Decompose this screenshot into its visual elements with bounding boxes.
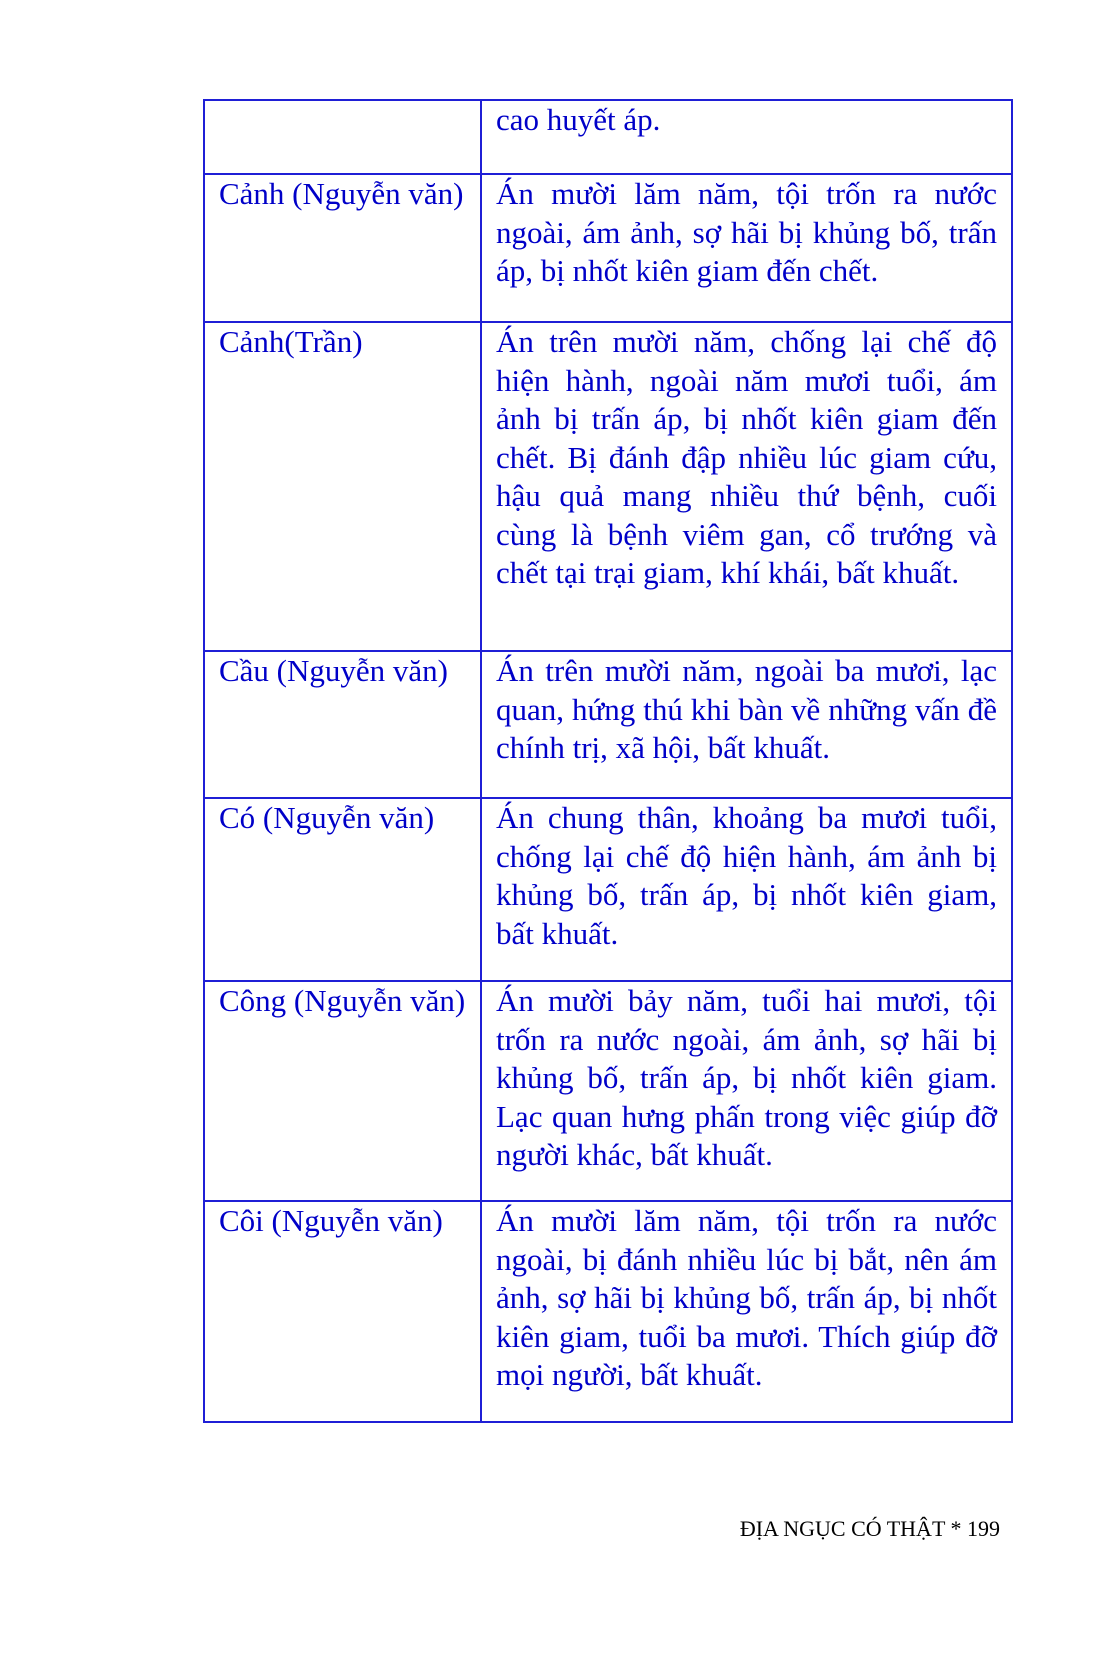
table-row: [204, 651, 1012, 798]
prisoner-name: Có (Nguyễn văn): [204, 798, 481, 981]
table-row: [204, 322, 1012, 651]
prisoner-name: Côi (Nguyễn văn): [204, 1201, 481, 1422]
prisoner-name: Cầu (Nguyễn văn): [204, 651, 481, 798]
prisoner-description: Án trên mười năm, chống lại chế độ hiện hành, ngoài năm mươi tuổi, ám ảnh bị trấn áp, bị nhốt kiên giam đến chết. Bị đánh đập nhiều lúc giam cứu, hậu quả mang nhiều thứ bệnh, cuối cùng là bệnh viêm gan, cổ trướng và chết tại trại giam, khí khái, bất khuất.: [481, 322, 1012, 651]
table-row: [204, 981, 1012, 1201]
table-row: [204, 100, 1012, 174]
prisoner-name: Công (Nguyễn văn): [204, 981, 481, 1201]
prisoner-description: Án chung thân, khoảng ba mươi tuổi, chống lại chế độ hiện hành, ám ảnh bị khủng bố, trấn áp, bị nhốt kiên giam, bất khuất.: [481, 798, 1012, 981]
prisoner-description: Án mười lăm năm, tội trốn ra nước ngoài, ám ảnh, sợ hãi bị khủng bố, trấn áp, bị nhốt kiên giam đến chết.: [481, 174, 1012, 322]
prisoner-description: cao huyết áp.: [481, 100, 1012, 174]
table-row: [204, 1201, 1012, 1422]
table-row: [204, 174, 1012, 322]
prisoner-description: Án mười bảy năm, tuổi hai mươi, tội trốn ra nước ngoài, ám ảnh, sợ hãi bị khủng bố, trấn áp, bị nhốt kiên giam. Lạc quan hưng phấn trong việc giúp đỡ người khác, bất khuất.: [481, 981, 1012, 1201]
running-footer: ĐỊA NGỤC CÓ THẬT * 199: [739, 1516, 1000, 1541]
prisoner-name: Cảnh(Trần): [204, 322, 481, 651]
table-row: [204, 798, 1012, 981]
prisoner-name: Cảnh (Nguyễn văn): [204, 174, 481, 322]
prisoner-name: [204, 100, 481, 174]
prisoner-description: Án mười lăm năm, tội trốn ra nước ngoài, bị đánh nhiều lúc bị bắt, nên ám ảnh, sợ hãi bị khủng bố, trấn áp, bị nhốt kiên giam, tuổi ba mươi. Thích giúp đỡ mọi người, bất khuất.: [481, 1201, 1012, 1422]
prisoner-table: [203, 99, 1013, 1423]
prisoner-description: Án trên mười năm, ngoài ba mươi, lạc quan, hứng thú khi bàn về những vấn đề chính trị, xã hội, bất khuất.: [481, 651, 1012, 798]
